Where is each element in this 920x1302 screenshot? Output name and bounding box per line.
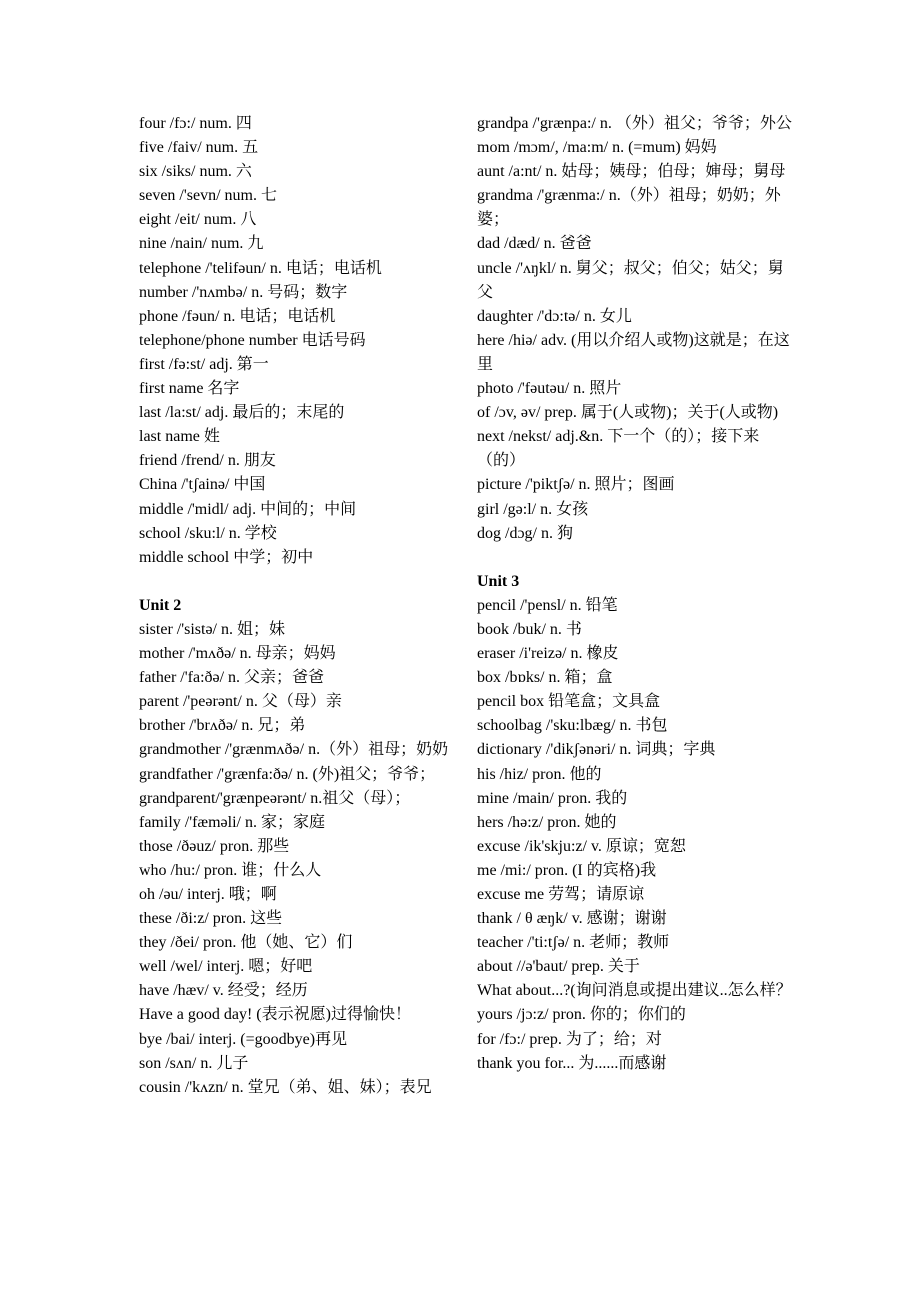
vocab-entry: me /mi:/ pron. (I 的宾格)我 <box>477 861 657 879</box>
vocab-entry: pencil box 铅笔盒；文具盒 <box>477 693 661 711</box>
vocab-entry: grandparent/'grænpeərənt/ n.祖父（母）； <box>139 789 411 807</box>
vocab-entry: mother /'mʌðə/ n. 母亲；妈妈 <box>139 645 336 663</box>
vocab-entry: picture /'piktʃə/ n. 照片；图画 <box>477 476 675 494</box>
vocab-entry: telephone /'telifəun/ n. 电话；电话机 <box>139 259 382 277</box>
vocab-entry: about //ə'baut/ prep. 关于 <box>477 958 640 976</box>
vocab-entry: dad /dæd/ n. 爸爸 <box>477 235 592 253</box>
left-column <box>139 112 457 1100</box>
vocab-entry: hers /hə:z/ pron. 她的 <box>477 813 617 831</box>
vocab-entry: bye /bai/ interj. (=goodbye)再见 <box>139 1030 348 1048</box>
vocab-entry: eraser /i'reizə/ n. 橡皮 <box>477 645 619 663</box>
unit-heading: Unit 2 <box>139 596 182 614</box>
vocab-entry: last name 姓 <box>139 428 220 446</box>
vocab-entry: telephone/phone number 电话号码 <box>139 331 366 349</box>
vocab-entry: phone /fəun/ n. 电话；电话机 <box>139 307 336 325</box>
vocab-entry: excuse me 劳驾；请原谅 <box>477 886 645 903</box>
vocab-entry: those /ðəuz/ pron. 那些 <box>139 837 290 855</box>
vocab-entry: cousin /'kʌzn/ n. 堂兄（弟、姐、妹）；表兄 <box>139 1078 432 1096</box>
vocab-entry: first name 名字 <box>139 380 240 398</box>
vocab-entry: seven /'sevn/ num. 七 <box>139 187 277 205</box>
vocab-entry: four /fɔ:/ num. 四 <box>139 115 252 132</box>
vocab-entry: middle school 中学；初中 <box>139 548 314 566</box>
vocab-entry: last /la:st/ adj. 最后的；末尾的 <box>139 404 345 422</box>
vocab-entry: five /faiv/ num. 五 <box>139 139 259 157</box>
vocab-entry: dictionary /'dikʃənəri/ n. 词典；字典 <box>477 741 716 759</box>
vocab-entry: friend /frend/ n. 朋友 <box>139 452 276 470</box>
vocab-entry: here /hiə/ adv. (用以介绍人或物)这就是；在这里 <box>477 331 790 373</box>
vocab-entry: box /bɒks/ n. 箱；盒 <box>477 669 613 687</box>
right-column <box>477 112 795 1076</box>
unit-heading: Unit 3 <box>477 572 520 590</box>
vocab-entry: number /'nʌmbə/ n. 号码；数字 <box>139 283 348 301</box>
vocab-entry: photo /'fəutəu/ n. 照片 <box>477 380 622 398</box>
vocab-entry: six /siks/ num. 六 <box>139 163 252 181</box>
vocab-entry: mine /main/ pron. 我的 <box>477 789 628 807</box>
vocab-entry: oh /əu/ interj. 哦；啊 <box>139 886 277 903</box>
vocab-entry: excuse /ik'skju:z/ v. 原谅；宽恕 <box>477 837 686 855</box>
vocab-entry: schoolbag /'sku:lbæg/ n. 书包 <box>477 717 668 735</box>
right-vocab-list <box>477 112 795 1076</box>
vocab-entry: first /fə:st/ adj. 第一 <box>139 355 269 373</box>
vocab-entry: uncle /'ʌŋkl/ n. 舅父；叔父；伯父；姑父；舅父 <box>477 259 784 301</box>
vocab-entry: teacher /'ti:tʃə/ n. 老师；教师 <box>477 934 670 952</box>
vocab-entry: next /nekst/ adj.&n. 下一个（的）；接下来（的） <box>477 428 760 470</box>
vocab-entry: girl /gə:l/ n. 女孩 <box>477 500 589 518</box>
vocab-entry: daughter /'dɔ:tə/ n. 女儿 <box>477 307 632 325</box>
vocab-entry: grandma /'grænma:/ n.（外）祖母；奶奶；外婆； <box>477 187 781 229</box>
vocab-entry: family /'fæməli/ n. 家；家庭 <box>139 813 325 831</box>
vocab-entry: China /'tʃainə/ 中国 <box>139 476 266 494</box>
vocab-entry: eight /eit/ num. 八 <box>139 211 257 229</box>
vocab-entry: father /'fa:ðə/ n. 父亲；爸爸 <box>139 669 325 687</box>
vocab-entry: school /sku:l/ n. 学校 <box>139 524 277 542</box>
vocab-entry: thank you for... 为......而感谢 <box>477 1054 667 1072</box>
vocab-entry: who /hu:/ pron. 谁；什么人 <box>139 861 322 879</box>
vocab-entry: aunt /a:nt/ n. 姑母；姨母；伯母；婶母；舅母 <box>477 163 786 181</box>
vocab-entry: for /fɔ:/ prep. 为了；给；对 <box>477 1030 662 1048</box>
vocab-entry: of /ɔv, əv/ prep. 属于(人或物)；关于(人或物) <box>477 404 779 422</box>
vocab-entry: thank / θ æŋk/ v. 感谢；谢谢 <box>477 910 667 928</box>
vocab-entry: brother /'brʌðə/ n. 兄；弟 <box>139 717 306 735</box>
vocab-entry: pencil /'pensl/ n. 铅笔 <box>477 596 618 614</box>
vocab-entry: middle /'midl/ adj. 中间的；中间 <box>139 500 357 518</box>
vocab-entry: grandmother /'grænmʌðə/ n.（外）祖母；奶奶 grandfather /'grænfa:ðə/ n. (外)祖父；爷爷； <box>139 741 449 783</box>
vocab-entry: they /ðei/ pron. 他（她、它）们 <box>139 934 353 952</box>
vocab-entry: yours /jɔ:z/ pron. 你的；你们的 <box>477 1006 686 1024</box>
vocab-entry: well /wel/ interj. 嗯；好吧 <box>139 958 313 976</box>
vocab-entry: his /hiz/ pron. 他的 <box>477 765 602 783</box>
vocab-entry: have /hæv/ v. 经受；经历 <box>139 982 308 1000</box>
vocab-entry: sister /'sistə/ n. 姐；妹 <box>139 620 285 638</box>
vocab-entry: What about...?(询问消息或提出建议..怎么样？ <box>477 982 792 1000</box>
left-vocab-list <box>139 112 457 1100</box>
vocab-entry: Have a good day! (表示祝愿)过得愉快！ <box>139 1006 411 1024</box>
vocab-entry: book /buk/ n. 书 <box>477 620 582 638</box>
vocab-entry: nine /nain/ num. 九 <box>139 235 264 253</box>
vocab-entry: these /ði:z/ pron. 这些 <box>139 910 283 928</box>
vocab-entry: parent /'peərənt/ n. 父（母）亲 <box>139 693 342 711</box>
vocab-entry: grandpa /'grænpa:/ n. （外）祖父；爷爷；外公 mom /mɔm/, /ma:m/ n. (=mum) 妈妈 <box>477 115 792 157</box>
vocab-entry: son /sʌn/ n. 儿子 <box>139 1054 249 1072</box>
vocab-entry: dog /dɔg/ n. 狗 <box>477 524 573 542</box>
